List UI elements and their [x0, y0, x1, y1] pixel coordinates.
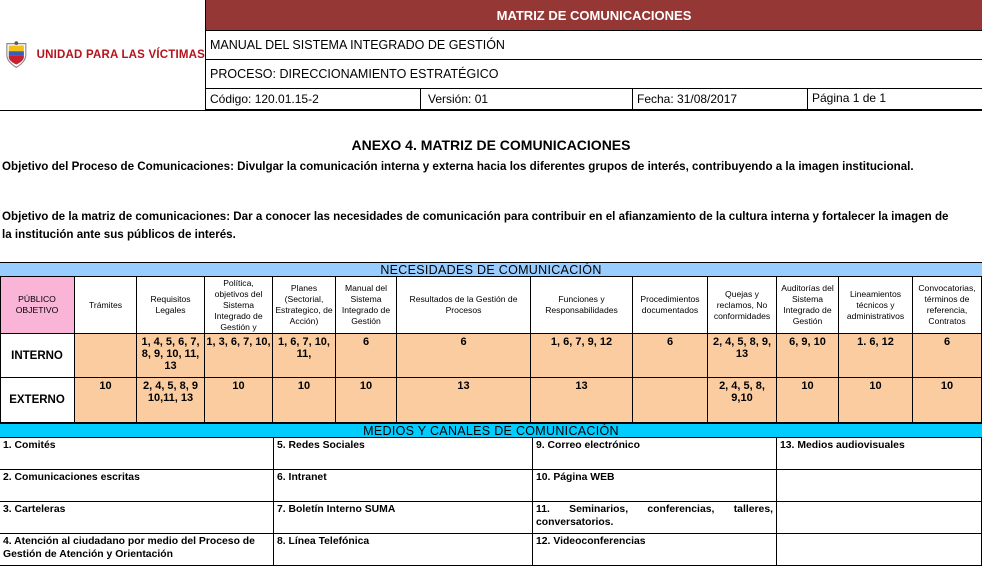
document-title: MATRIZ DE COMUNICACIONES	[205, 0, 982, 31]
needs-value-cell: 10	[75, 378, 137, 423]
needs-column-header: Resultados de la Gestión de Procesos	[397, 277, 531, 334]
needs-value-cell: 10	[913, 378, 982, 423]
needs-value-cell: 13	[397, 378, 531, 423]
needs-value-cell: 2, 4, 5, 8, 9 10,11, 13	[137, 378, 205, 423]
needs-column-header: Quejas y reclamos, No conformidades	[708, 277, 777, 334]
process-objective: Objetivo del Proceso de Comunicaciones: Divulgar la comunicación interna y externa hacia los diferentes grupos de interés, contribuyendo a la imagen institucional.	[2, 160, 914, 173]
logo-area	[0, 0, 205, 110]
media-channel-cell	[777, 534, 982, 566]
page-number: Página 1 de 1	[807, 89, 982, 110]
needs-value-cell: 6	[336, 334, 397, 378]
needs-column-header: Procedimientos documentados	[633, 277, 708, 334]
needs-value-cell: 6	[397, 334, 531, 378]
media-channel-cell: 1. Comités	[0, 438, 274, 470]
needs-value-cell	[75, 334, 137, 378]
needs-column-header: Lineamientos técnicos y administrativos	[839, 277, 913, 334]
media-channel-cell: 7. Boletín Interno SUMA	[274, 502, 533, 534]
needs-value-cell: 13	[531, 378, 633, 423]
media-channel-cell: 11. Seminarios, conferencias, talleres, conversatorios.	[533, 502, 777, 534]
needs-value-cell: 10	[273, 378, 336, 423]
needs-value-cell: 10	[839, 378, 913, 423]
needs-column-header: Convocatorias, términos de referencia, Contratos	[913, 277, 982, 334]
needs-value-cell: 6	[913, 334, 982, 378]
process-name: PROCESO: DIRECCIONAMIENTO ESTRATÉGICO	[205, 60, 982, 89]
audience-row-label: INTERNO	[0, 334, 75, 378]
needs-column-header: Trámites	[75, 277, 137, 334]
media-channel-cell: 2. Comunicaciones escritas	[0, 470, 274, 502]
needs-value-cell: 1, 6, 7, 10, 11,	[273, 334, 336, 378]
needs-value-cell: 1, 6, 7, 9, 12	[531, 334, 633, 378]
public-objective-header: PÚBLICO OBJETIVO	[0, 277, 75, 334]
media-channel-cell	[777, 470, 982, 502]
media-channel-cell: 9. Correo electrónico	[533, 438, 777, 470]
needs-value-cell: 10	[336, 378, 397, 423]
audience-row-label: EXTERNO	[0, 378, 75, 423]
media-channel-cell	[777, 502, 982, 534]
logo-text: UNIDAD PARA LAS VÍCTIMAS	[36, 49, 205, 61]
media-channel-cell: 8. Línea Telefónica	[274, 534, 533, 566]
needs-column-header: Planes (Sectorial, Estrategico, de Acción)	[273, 277, 336, 334]
needs-value-cell: 10	[205, 378, 273, 423]
coat-of-arms-icon	[4, 40, 29, 70]
needs-value-cell: 1, 4, 5, 6, 7, 8, 9, 10, 11, 13	[137, 334, 205, 378]
manual-name: MANUAL DEL SISTEMA INTEGRADO DE GESTIÓN	[205, 31, 982, 60]
needs-value-cell: 2, 4, 5, 8, 9,10	[708, 378, 777, 423]
matrix-objective-line-2: la institución ante sus públicos de interés.	[2, 228, 236, 241]
document-version: Versión: 01	[420, 89, 632, 110]
needs-value-cell	[633, 378, 708, 423]
media-channel-cell: 12. Videoconferencias	[533, 534, 777, 566]
needs-value-cell: 1. 6, 12	[839, 334, 913, 378]
media-channel-cell: 3. Carteleras	[0, 502, 274, 534]
matrix-objective-line-1: Objetivo de la matriz de comunicaciones: Dar a conocer las necesidades de comunicación para contribuir en el afianzamiento de la cultura interna y fortalecer la imagen de	[2, 210, 949, 223]
needs-column-header: Auditorías del Sistema Integrado de Gestión	[777, 277, 839, 334]
media-channel-cell: 4. Atención al ciudadano por medio del Proceso de Gestión de Atención y Orientación	[0, 534, 274, 566]
needs-column-header: Requisitos Legales	[137, 277, 205, 334]
needs-value-cell: 2, 4, 5, 8, 9, 13	[708, 334, 777, 378]
document-code: Código: 120.01.15-2	[205, 89, 420, 110]
media-band: MEDIOS Y CANALES DE COMUNICACIÓN	[0, 423, 982, 438]
needs-value-cell: 6	[633, 334, 708, 378]
media-channel-cell: 6. Intranet	[274, 470, 533, 502]
annex-title: ANEXO 4. MATRIZ DE COMUNICACIONES	[351, 137, 631, 153]
needs-band: NECESIDADES DE COMUNICACIÓN	[0, 262, 982, 277]
needs-value-cell: 6, 9, 10	[777, 334, 839, 378]
needs-value-cell: 10	[777, 378, 839, 423]
document-date: Fecha: 31/08/2017	[632, 89, 807, 110]
needs-column-header: Política, objetivos del Sistema Integrado de Gestión y	[205, 277, 273, 334]
media-channel-cell: 10. Página WEB	[533, 470, 777, 502]
needs-column-header: Funciones y Responsabilidades	[531, 277, 633, 334]
needs-column-header: Manual del Sistema Integrado de Gestión	[336, 277, 397, 334]
media-channel-cell: 5. Redes Sociales	[274, 438, 533, 470]
media-channel-cell: 13. Medios audiovisuales	[777, 438, 982, 470]
needs-value-cell: 1, 3, 6, 7, 10,	[205, 334, 273, 378]
